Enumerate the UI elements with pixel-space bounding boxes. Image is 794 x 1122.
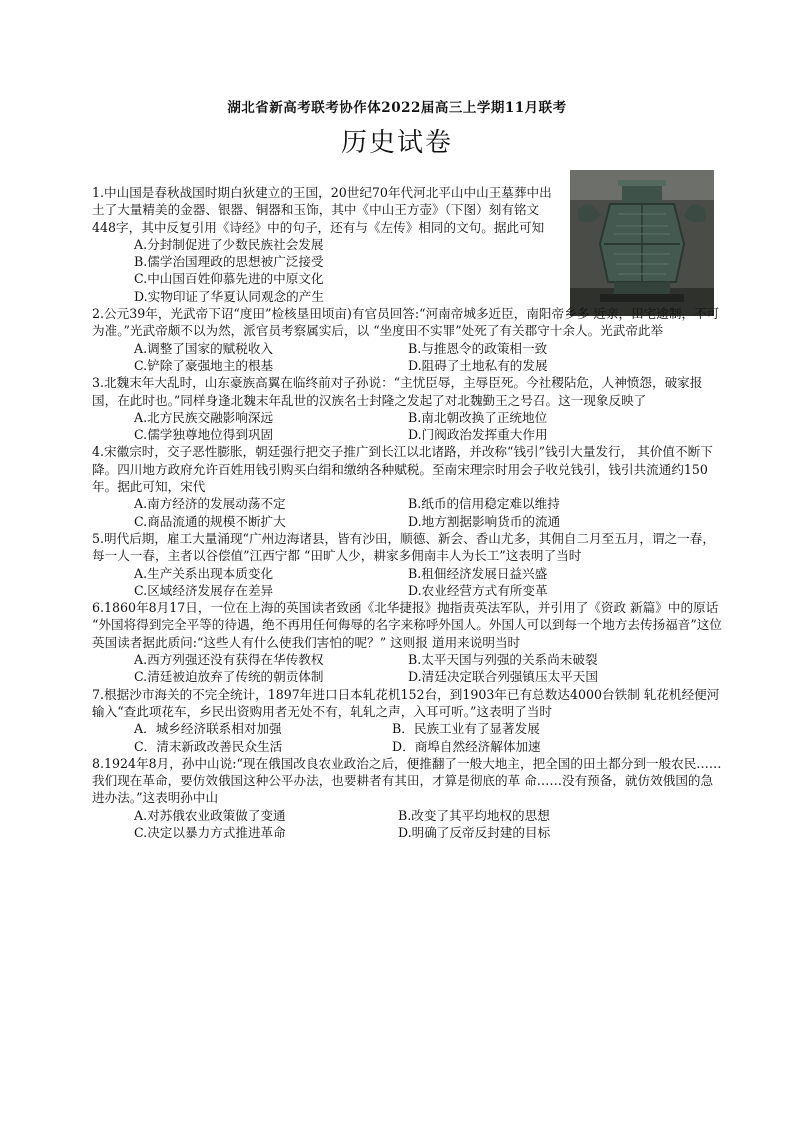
option-b: B.改变了其平均地权的思想: [398, 807, 550, 823]
question-options: [92, 565, 722, 600]
option-b: B.纸币的信用稳定难以维持: [408, 496, 560, 512]
option-a: A.南方经济的发展动荡不定: [134, 496, 286, 512]
question-7: [92, 686, 722, 755]
option-c: C.铲除了豪强地主的根基: [134, 357, 274, 373]
option-d: D.清廷决定联合列强镇压太平天国: [408, 669, 598, 685]
option-c: C.区域经济发展存在差异: [134, 582, 274, 598]
option-a: A.生产关系出现本质变化: [134, 565, 274, 581]
option-c: C.决定以暴力方式推进革命: [134, 824, 286, 840]
question-stem: 2.公元39年，光武帝下诏“度田”检核垦田顷亩)有官员回答:“河南帝城多近臣，南阳帝乡多 近亲，田宅逾制，不可为准。”光武帝颇不以为然，派官员考察属实后，以 “坐度田不实罪”处死了有关郡守十余人。光武帝此举: [92, 306, 720, 339]
option-b: B.儒学治国理政的思想被广泛接受: [134, 254, 324, 270]
option-d: D.阻碍了土地私有的发展: [408, 357, 548, 373]
question-stem: 4.宋徽宗时，交子恶性膨胀，朝廷强行把交子推广到长江以北诸路，并改称“钱引”钱引大量发行， 其价值不断下降。四川地方政府允许百姓用钱引购买白绢和缴纳各种赋税。至南宋理宗时用会子收兑钱引，钱引共流通约150 年。据此可知，宋代: [92, 444, 713, 495]
question-stem: 1.中山国是春秋战国时期白狄建立的王国，20世纪70年代河北平山中山王墓葬中出土了大量精美的金器、银器、铜器和玉饰，其中《中山王方壶》（下图）刻有铭文448字，其中反复引用《诗经》中的句子，还有与《左传》相同的文句。据此可知: [92, 185, 552, 235]
question-4: [92, 443, 722, 529]
question-1: [92, 184, 722, 305]
option-c: C.商品流通的规模不断扩大: [134, 513, 286, 529]
option-d: D.门阀政治发挥重大作用: [408, 427, 548, 443]
option-a: A.对苏俄农业政策做了变通: [134, 807, 286, 823]
option-a: A.调整了国家的赋税收入: [134, 340, 274, 356]
option-d: D.明确了反帝反封建的目标: [398, 824, 551, 840]
option-b: B.租佃经济发展日益兴盛: [408, 565, 548, 581]
option-a: A.西方列强还没有获得在华传教权: [134, 652, 324, 668]
questions-list: [92, 184, 722, 841]
option-b: B.南北朝改换了正统地位: [408, 409, 548, 425]
option-b: B.太平天国与列强的关系尚未破裂: [408, 652, 598, 668]
option-b: B.与推恩令的政策相一致: [408, 340, 548, 356]
question-stem: 8.1924年8月，孙中山说:“现在俄国改良农业政治之后，便推翻了一般大地主，把全国的田土都分到一般农民……我们现在革命，要仿效俄国这种公平办法，也要耕者有其田，才算是彻底的革 命……没有预备，就仿效俄国的急进办法。”这表明孙中山: [92, 755, 722, 806]
option-a: A．城乡经济联系相对加强: [134, 721, 282, 737]
question-2: [92, 305, 722, 374]
exam-header: 湖北省新高考联考协作体2022届高三上学期11月联考: [227, 100, 567, 116]
question-options: [92, 720, 722, 755]
question-options: [92, 651, 722, 686]
question-options: [92, 340, 722, 375]
option-c: C.清廷被迫放弃了传统的朝贡体制: [134, 669, 324, 685]
question-options: [92, 409, 722, 444]
question-8: [92, 755, 722, 841]
option-a: A.北方民族交融影响深远: [134, 409, 274, 425]
option-d: D．商埠自然经济解体加速: [392, 738, 541, 754]
question-options: [92, 236, 722, 305]
question-stem: 5.明代后期，雇工大量涌现“广州边海诸县，皆有沙田，顺德、新会、香山尤多，其佣自二月至五月，谓之一春，每一人一春，主者以谷偿值”江西宁都 “田旷人少，耕家多佣南丰人为长工”这表明了当时: [92, 530, 715, 564]
question-3: [92, 374, 722, 443]
question-5: [92, 530, 722, 599]
option-c: C.中山国百姓仰慕先进的中原文化: [134, 271, 324, 287]
question-options: [92, 807, 722, 842]
question-stem: 6.1860年8月17日，一位在上海的英国读者致函《北华捷报》抛指责英法军队，并引用了《资政 新篇》中的原话 “外国将得到完全平等的待遇，绝不再用任何侮辱的名字来称呼外国人。外国人可以到每一个地方去传扬福音”这位英国读者据此质问:“这些人有什么使我们害怕的呢？” 这则报 道用来说明当时: [92, 600, 722, 650]
option-c: C.儒学独尊地位得到巩固: [134, 427, 274, 443]
option-b: B．民族工业有了显著发展: [392, 721, 540, 737]
question-stem: 7.根据沙市海关的不完全统计，1897年进口日本轧花机152台，到1903年已有总数达4000台铁制 轧花机经便河输入“查此项花车，乡民出资购用者无处不有，轧轧之声，入耳可听。”这表明了当时: [92, 686, 720, 719]
option-a: A.分封制促进了少数民族社会发展: [134, 236, 324, 252]
question-stem: 3.北魏末年大乱时，山东豪族高翼在临终前对子孙说：“主忧臣辱，主辱臣死。今社稷阽危，人神愤怨，破家报国，在此时也。”同样身逢北魏末年乱世的汉族名士封隆之发起了对北魏勤王之号召。这一现象反映了: [92, 375, 703, 408]
option-d: D.实物印证了华夏认同观念的产生: [134, 288, 324, 304]
option-d: D.农业经营方式有所变革: [408, 582, 548, 598]
option-d: D.地方割据影响货币的流通: [408, 513, 561, 529]
exam-title: 历史试卷: [340, 128, 453, 158]
question-options: [92, 495, 722, 530]
question-6: [92, 599, 722, 685]
option-c: C．清末新政改善民众生活: [134, 738, 283, 754]
